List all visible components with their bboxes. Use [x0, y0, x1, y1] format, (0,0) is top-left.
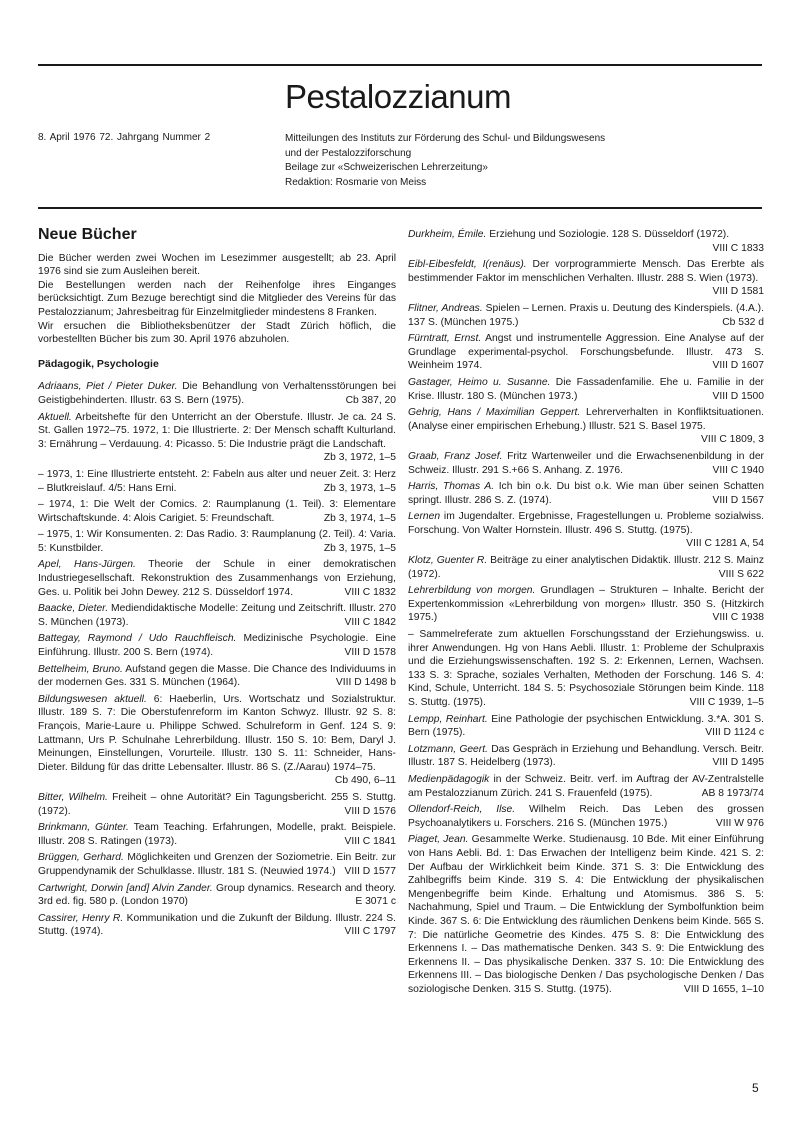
book-author: Harris, Thomas A.: [408, 481, 495, 493]
shelf-mark: Cb 490, 6–11: [334, 775, 396, 787]
book-author: Baacke, Dieter.: [38, 603, 109, 615]
book-description: Group dynamics. Research and theory. 3rd ed. fig. 580 p. (London 1970): [38, 882, 396, 908]
book-author: Lempp, Reinhart.: [408, 713, 488, 725]
shelf-mark: VIII C 1833: [712, 242, 764, 254]
shelf-mark: VIII D 1495: [712, 757, 764, 769]
book-entry: [408, 743, 764, 770]
book-list-left: [38, 380, 396, 939]
book-author: Eibl-Eibesfeldt, I(renäus).: [408, 259, 527, 271]
page-number: 5: [752, 1081, 759, 1095]
book-author: Lotzmann, Geert.: [408, 743, 488, 755]
book-description: Ich bin o.k. Du bist o.k. Wie man über seinen Schatten springt. Illustr. 286 S. Z. (1974).: [408, 481, 764, 506]
book-entry: [408, 833, 764, 996]
book-entry: [408, 803, 764, 830]
book-author: Lernen: [408, 511, 441, 523]
shelf-mark: Zb 3, 1973, 1–5: [323, 482, 396, 494]
book-description: Eine Pathologie der psychischen Entwicklung. 3.*A. 301 S. Bern (1975).: [408, 713, 764, 739]
book-description: Beiträge zu einer analytischen Didaktik. Illustr. 212 S. Mainz (1972).: [408, 555, 764, 580]
book-author: Cassirer, Henry R.: [38, 912, 124, 924]
shelf-mark: VIII D 1576: [344, 805, 396, 817]
shelf-mark: Zb 3, 1975, 1–5: [323, 542, 396, 554]
book-description: – 1975, 1: Wir Konsumenten. 2: Das Radio. 3: Raumplanung (2. Teil). 4: Varia. 5: Kunstbilder.: [38, 529, 396, 554]
book-entry: [408, 628, 764, 710]
subsection-heading: Pädagogik, Psychologie: [38, 357, 159, 370]
book-author: Piaget, Jean.: [408, 834, 469, 846]
shelf-mark: VIII D 1578: [344, 647, 396, 659]
book-description: Erziehung und Soziologie. 128 S. Düsseldorf (1972).: [489, 229, 730, 240]
shelf-mark: VIII C 1281 A, 54: [686, 538, 764, 550]
book-description: Kommunikation und die Zukunft der Bildung. Illustr. 224 S. Stuttg. (1974).: [38, 912, 396, 938]
book-entry: [38, 558, 396, 599]
issue-info: 8. April 1976 72. Jahrgang Nummer 2: [38, 132, 211, 143]
book-author: Brinkmann, Günter.: [38, 822, 129, 834]
book-author: Battegay, Raymond / Udo Rauchfleisch.: [38, 633, 237, 645]
shelf-mark: VIII D 1498 b: [335, 677, 396, 689]
book-description: – 1974, 1: Die Welt der Comics. 2: Raumplanung (1. Teil). 3: Elementare Wirtschaftskunde. 4: Alois Carigiet. 5: Freundschaft.: [38, 499, 396, 524]
shelf-mark: VIII D 1567: [712, 494, 764, 506]
book-author: Bitter, Wilhelm.: [38, 791, 108, 803]
book-entry: [408, 302, 764, 329]
book-entry: [408, 584, 764, 625]
book-entry: [38, 380, 396, 407]
intro-paragraph: Die Bestellungen werden nach der Reihenfolge ihres Einganges berücksichtigt. Zum Bezuge berechtigt sind die Mitglieder des Vereins für das Pestalozzianum; Jahresbeitrag für Einzelmitglieder mindestens 8 Franken.: [38, 279, 396, 318]
shelf-mark: AB 8 1973/74: [701, 787, 764, 799]
masthead-line: und der Pestalozziforschung: [285, 147, 412, 159]
book-author: Aktuell.: [38, 411, 72, 423]
book-entry: [408, 332, 764, 373]
book-entry: [408, 376, 764, 403]
book-description: Freiheit – ohne Autorität? Ein Tagungsbericht. 255 S. Stuttg. (1972).: [38, 791, 396, 817]
book-author: Adriaans, Piet / Pieter Duker.: [38, 381, 178, 393]
book-entry: [38, 632, 396, 659]
masthead: [285, 132, 605, 190]
shelf-mark: Zb 3, 1972, 1–5: [323, 452, 396, 464]
book-author: Flitner, Andreas.: [408, 302, 483, 314]
book-entry: [38, 411, 396, 465]
book-description: Team Teaching. Erfahrungen, Modelle, prakt. Beispiele. Illustr. 208 S. Ratingen (1973).: [38, 822, 396, 847]
book-entry: [38, 821, 396, 848]
masthead-line: Mitteilungen des Instituts zur Förderung des Schul- und Bildungswesens: [285, 133, 606, 144]
book-description: Angst und instrumentelle Aggression. Eine Analyse auf der Grundlage experimental-psychol. Forschungsbefunde. Illustr. 473 S. Weinheim 1974.: [408, 333, 765, 372]
book-author: Ollendorf-Reich, Ilse.: [408, 804, 516, 816]
book-entry: [408, 510, 764, 551]
book-entry: [38, 912, 396, 939]
shelf-mark: VIII S 622: [718, 568, 764, 580]
section-heading: Neue Bücher: [38, 226, 137, 243]
book-author: Fürntratt, Ernst.: [408, 333, 482, 345]
book-entry: [408, 773, 764, 800]
book-entry: [408, 480, 764, 507]
book-entry: [38, 791, 396, 818]
book-description: Grundlagen – Strukturen – Inhalte. Bericht der Expertenkommission «Lehrerbildung von morgen» Illustr. 350 S. (Hitzkirch 1975.): [408, 585, 764, 624]
book-author: Gastager, Heimo u. Susanne.: [408, 376, 551, 388]
shelf-mark: VIII W 976: [715, 817, 764, 829]
shelf-mark: E 3071 c: [355, 896, 396, 908]
book-description: Spielen – Lernen. Praxis u. Deutung des Kinderspiels. (4.A.). 137 S. (München 1975.): [408, 302, 764, 328]
book-description: Arbeitshefte für den Unterricht an der Oberstufe. Illustr. Je ca. 24 S. St. Gallen 1972–75. 1972, 1: Die Illustrierte. 2: Der Mensch schafft Kulturland. 3: Ernährung – Verdauung. 4: Picasso. 5: Die Industrie prägt die Landschaft.: [38, 411, 397, 450]
intro-paragraph: Wir ersuchen die Bibliotheksbenützer der Stadt Zürich höflich, die vorbestellten Bücher bis zum 30. April 1976 abzuholen.: [38, 320, 396, 346]
book-entry: [408, 713, 764, 740]
shelf-mark: VIII C 1842: [344, 616, 396, 628]
shelf-mark: VIII C 1809, 3: [701, 434, 764, 446]
book-entry: [38, 602, 396, 629]
shelf-mark: Cb 387, 20: [345, 394, 396, 406]
shelf-mark: VIII D 1581: [712, 286, 764, 298]
book-description: Die Behandlung von Verhaltensstörungen bei Geistigbehinderten. Illustr. 63 S. Bern (1975).: [38, 381, 396, 406]
book-author: Bildungswesen aktuell.: [38, 693, 147, 705]
book-entry: [408, 406, 764, 447]
shelf-mark: VIII D 1124 c: [705, 727, 764, 739]
masthead-line: Beilage zur «Schweizerischen Lehrerzeitung»: [285, 162, 488, 174]
book-description: Lehrerverhalten in Konfliktsituationen. (Analyse einer empirischen Erhebung.) Illustr. 521 S. Basel 1975.: [408, 407, 764, 432]
book-list-right: [408, 228, 764, 996]
book-author: Graab, Franz Josef.: [408, 450, 503, 462]
book-entry: [38, 528, 396, 555]
shelf-mark: VIII C 1797: [344, 926, 396, 938]
book-author: Klotz, Guenter R.: [408, 555, 488, 567]
book-description: Gesammelte Werke. Studienausg. 10 Bde. Mit einer Einführung von Hans Aebli. Bd. 1: Das Erwachen der Intelligenz beim Kinde. 421 S. 2: Der Aufbau der Wirklichkeit beim Kinde. 371 S. 3: Die Entwicklung des Zahlbegriffs beim Kinde. 319 S. 4: Die Entwicklung der physikalischen Mengenbegriffe beim Kinde. Erhaltung und Atomismus. 386 S. 5: Nachahmung, Spiel und Traum. – Die Entwicklung der Symbolfunktion beim Kinde. 367 S. 6: Die Entwicklung des räumlichen Denkens beim Kinde. 565 S. 7: Die natürliche Geometrie des Kindes. 475 S. 8: Die Entwicklung des Erkennens I. – Das mathematische Denken. 343 S. 9: Die Entwicklung des Erkennens II. – Das physikalische Denken. 337 S. 10: Die Entwicklung des Erkennens III. – Das biologische Denken / Das psychologische Denken / Das soziologische Denken. 315 S. Stuttg. (1975).: [408, 834, 764, 995]
shelf-mark: Cb 532 d: [722, 316, 764, 328]
book-description: Aufstand gegen die Masse. Die Chance des Individuums in der modernen Ges. 331 S. München (1964).: [38, 663, 396, 689]
book-description: im Jugendalter. Ergebnisse, Fragestellungen u. Probleme sozialwiss. Forschung. Von Walter Hornstein. Illustr. 496 S. Stuttg. (1975).: [408, 511, 764, 536]
book-description: Medizinische Psychologie. Eine Einführung. Illustr. 200 S. Bern (1974).: [38, 633, 396, 659]
shelf-mark: VIII C 1938: [712, 612, 764, 624]
book-description: Fritz Wartenweiler und die Erwachsenenbildung in der Schweiz. Illustr. 291 S.+66 S. Anhang. Z. 1976.: [408, 450, 764, 476]
header-rule: [38, 207, 762, 209]
book-entry: [38, 693, 396, 788]
book-description: Mediendidaktische Modelle: Zeitung und Zeitschrift. Illustr. 270 S. München (1973).: [38, 603, 396, 628]
book-description: 6: Haeberlin, Urs. Wortschatz und Sozialstruktur. Illustr. 189 S. 7: Die Oberstufenreform im Kanton Schwyz. Illustr. 92 S. 8: François, Marie-Laure u. Philippe Schwed. Schulreform in Genf. 124 S. 9: Lattmann, Urs P. Schulnahe Lehrerbildung. Illustr. 150 S. 10: Bem, Daryl J. Meinungen, Einstellungen, Vorurteile. Illustr. 130 S. 11: Schneider, Hans-Dieter. Bildung für das dritte Lebensalter. Illustr. 86 S. (Z./Aarau) 1974–75.: [38, 693, 396, 773]
book-author: Bettelheim, Bruno.: [38, 663, 123, 675]
book-entry: [38, 498, 396, 525]
book-author: Gehrig, Hans / Maximilian Geppert.: [408, 407, 581, 419]
shelf-mark: VIII C 1939, 1–5: [689, 697, 764, 708]
book-entry: [408, 554, 764, 581]
shelf-mark: VIII D 1500: [712, 390, 764, 402]
shelf-mark: VIII D 1655, 1–10: [683, 983, 764, 995]
book-author: Durkheim, Émile.: [408, 229, 487, 240]
shelf-mark: VIII C 1832: [344, 586, 396, 598]
shelf-mark: VIII D 1577: [344, 865, 396, 877]
book-entry: [408, 258, 764, 299]
book-description: – 1973, 1: Eine Illustrierte entsteht. 2: Fabeln aus alter und neuer Zeit. 3: Herz – Blutkreislauf. 4/5: Hans Erni.: [38, 468, 396, 494]
top-rule: [38, 64, 762, 66]
shelf-mark: VIII D 1607: [712, 360, 764, 372]
book-entry: [38, 882, 396, 909]
page-title: Pestalozzianum: [285, 78, 511, 115]
book-entry: [408, 450, 764, 477]
shelf-mark: VIII C 1841: [344, 835, 396, 847]
book-author: Cartwright, Dorwin [and] Alvin Zander.: [38, 882, 213, 894]
book-entry: [38, 468, 396, 495]
book-author: Lehrerbildung von morgen.: [408, 585, 536, 597]
right-column: [408, 228, 764, 999]
book-author: Medienpädagogik: [408, 773, 490, 785]
book-entry: [38, 663, 396, 690]
shelf-mark: Zb 3, 1974, 1–5: [323, 512, 396, 524]
book-entry: [38, 851, 396, 878]
book-description: in der Schweiz. Beitr. verf. im Auftrag der AV-Zentralstelle am Pestalozzianum Zürich. 241 S. Frauenfeld (1975).: [408, 773, 764, 799]
book-entry: [408, 228, 764, 255]
shelf-mark: VIII C 1940: [712, 464, 764, 476]
intro-paragraph: Die Bücher werden zwei Wochen im Lesezimmer ausgestellt; ab 23. April 1976 sind sie zum Ausleihen bereit.: [38, 252, 396, 278]
book-description: Der vorprogrammierte Mensch. Das Ererbte als bestimmender Faktor im menschlichen Verhalten. Illustr. 288 S. Wien (1973).: [408, 259, 764, 284]
book-description: Die Fassadenfamilie. Ehe u. Familie in der Krise. Illustr. 180 S. (München 1973.): [408, 376, 764, 402]
book-description: Wilhelm Reich. Das Leben des grossen Psychoanalytikers u. Forschers. 216 S. (München 1975.): [408, 804, 764, 829]
book-description: Möglichkeiten und Grenzen der Soziometrie. Ein Beitr. zur Gruppendynamik der Schulklasse. Illustr. 181 S. (Neuwied 1974.): [38, 852, 396, 877]
book-author: Apel, Hans-Jürgen.: [38, 559, 136, 571]
book-author: Brüggen, Gerhard.: [38, 852, 124, 864]
left-column: [38, 228, 396, 942]
book-description: Theorie der Schule in einer demokratischen Industriegesellschaft. Rekonstruktion des Zusammenhangs von Erziehung, Ges. u. Politik bei John Dewey. 212 S. Düsseldorf 1974.: [38, 559, 396, 598]
book-description: Das Gespräch in Erziehung und Behandlung. Versch. Beitr. Illustr. 187 S. Heidelberg (1973).: [408, 743, 764, 769]
masthead-line: Redaktion: Rosmarie von Meiss: [285, 176, 427, 188]
book-description: – Sammelreferate zum aktuellen Forschungsstand der Erziehungswiss. u. ihrer Anwendungen. Hg von Hans Aebli. Illustr. 1: Probleme der Schulpraxis und die Erziehungswissenschaften. 192 S. 2: Erkennen, Lernen, Wachsen. 133 S. 3: Sprache, soziales Verhalten, Methoden der Forschung. 146 S. 4: Kind, Schule, Unterricht. 184 S. 5: Psychosoziale Störungen beim Kinde. 118 S. Stuttg. (1975).: [408, 629, 764, 708]
